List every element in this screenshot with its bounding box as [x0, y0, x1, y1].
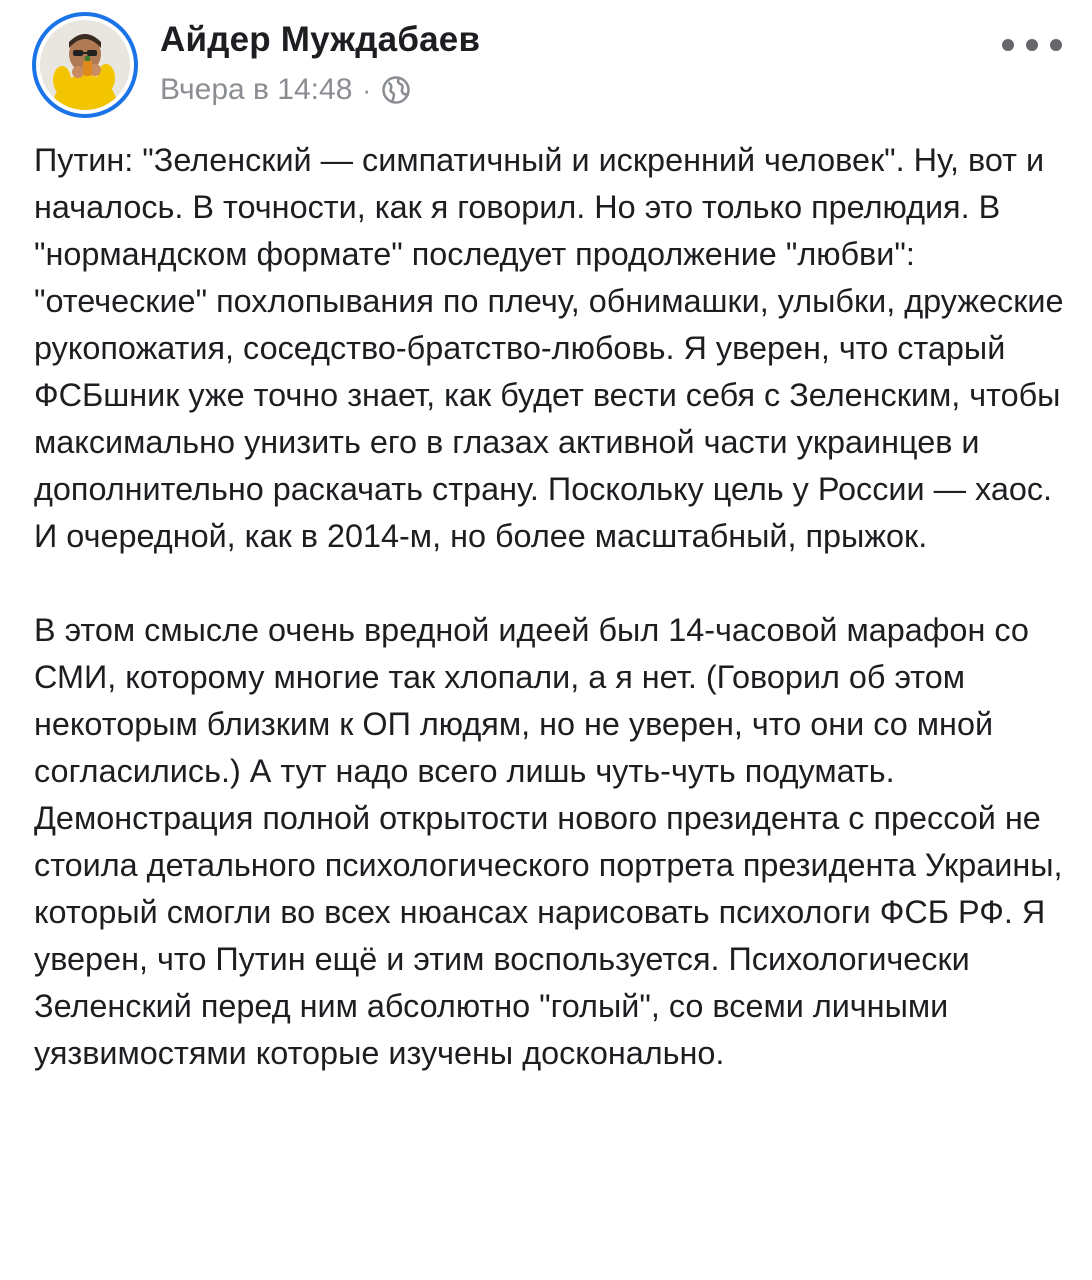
author-name[interactable]: Айдер Муждабаев — [160, 20, 481, 59]
post-header — [0, 0, 1092, 125]
more-dot — [1050, 39, 1062, 51]
post-timestamp[interactable]: Вчера в 14:48 — [160, 73, 353, 106]
more-options-icon[interactable] — [1002, 30, 1062, 60]
post-meta — [160, 70, 411, 110]
avatar-photo — [40, 20, 130, 110]
post-paragraph: Путин: "Зеленский — симпатичный и искренний человек". Ну, вот и началось. В точности, как я говорил. Но это только прелюдия. В "нормандском формате" последует продолжение "любви": "отеческие" похлопывания по плечу, обнимашки, улыбки, дружеские рукопожатия, соседство-братство-любовь. Я уверен, что старый ФСБшник уже точно знает, как будет вести себя с Зеленским, чтобы максимально унизить его в глазах активной части украинцев и дополнительно раскачать страну. Поскольку цель у России — хаос. И очередной, как в 2014-м, но более масштабный, прыжок. — [34, 142, 1064, 554]
meta-separator: · — [362, 74, 372, 105]
more-dot — [1002, 39, 1014, 51]
post-text — [34, 137, 1074, 1077]
avatar-image — [40, 20, 130, 110]
globe-icon[interactable] — [381, 75, 411, 105]
avatar[interactable] — [32, 12, 138, 118]
more-dot — [1026, 39, 1038, 51]
post-paragraph: В этом смысле очень вредной идеей был 14-часовой марафон со СМИ, которому многие так хлопали, а я нет. (Говорил об этом некоторым близким к ОП людям, но не уверен, что они со мной согласились.) А тут надо всего лишь чуть-чуть подумать. Демонстрация полной открытости нового президента с прессой не стоила детального психологического портрета президента Украины, который смогли во всех нюансах нарисовать психологи ФСБ РФ. Я уверен, что Путин ещё и этим воспользуется. Психологически Зеленский перед ним абсолютно "голый", со всеми личными уязвимостями которые изучены досконально. — [34, 612, 1063, 1071]
